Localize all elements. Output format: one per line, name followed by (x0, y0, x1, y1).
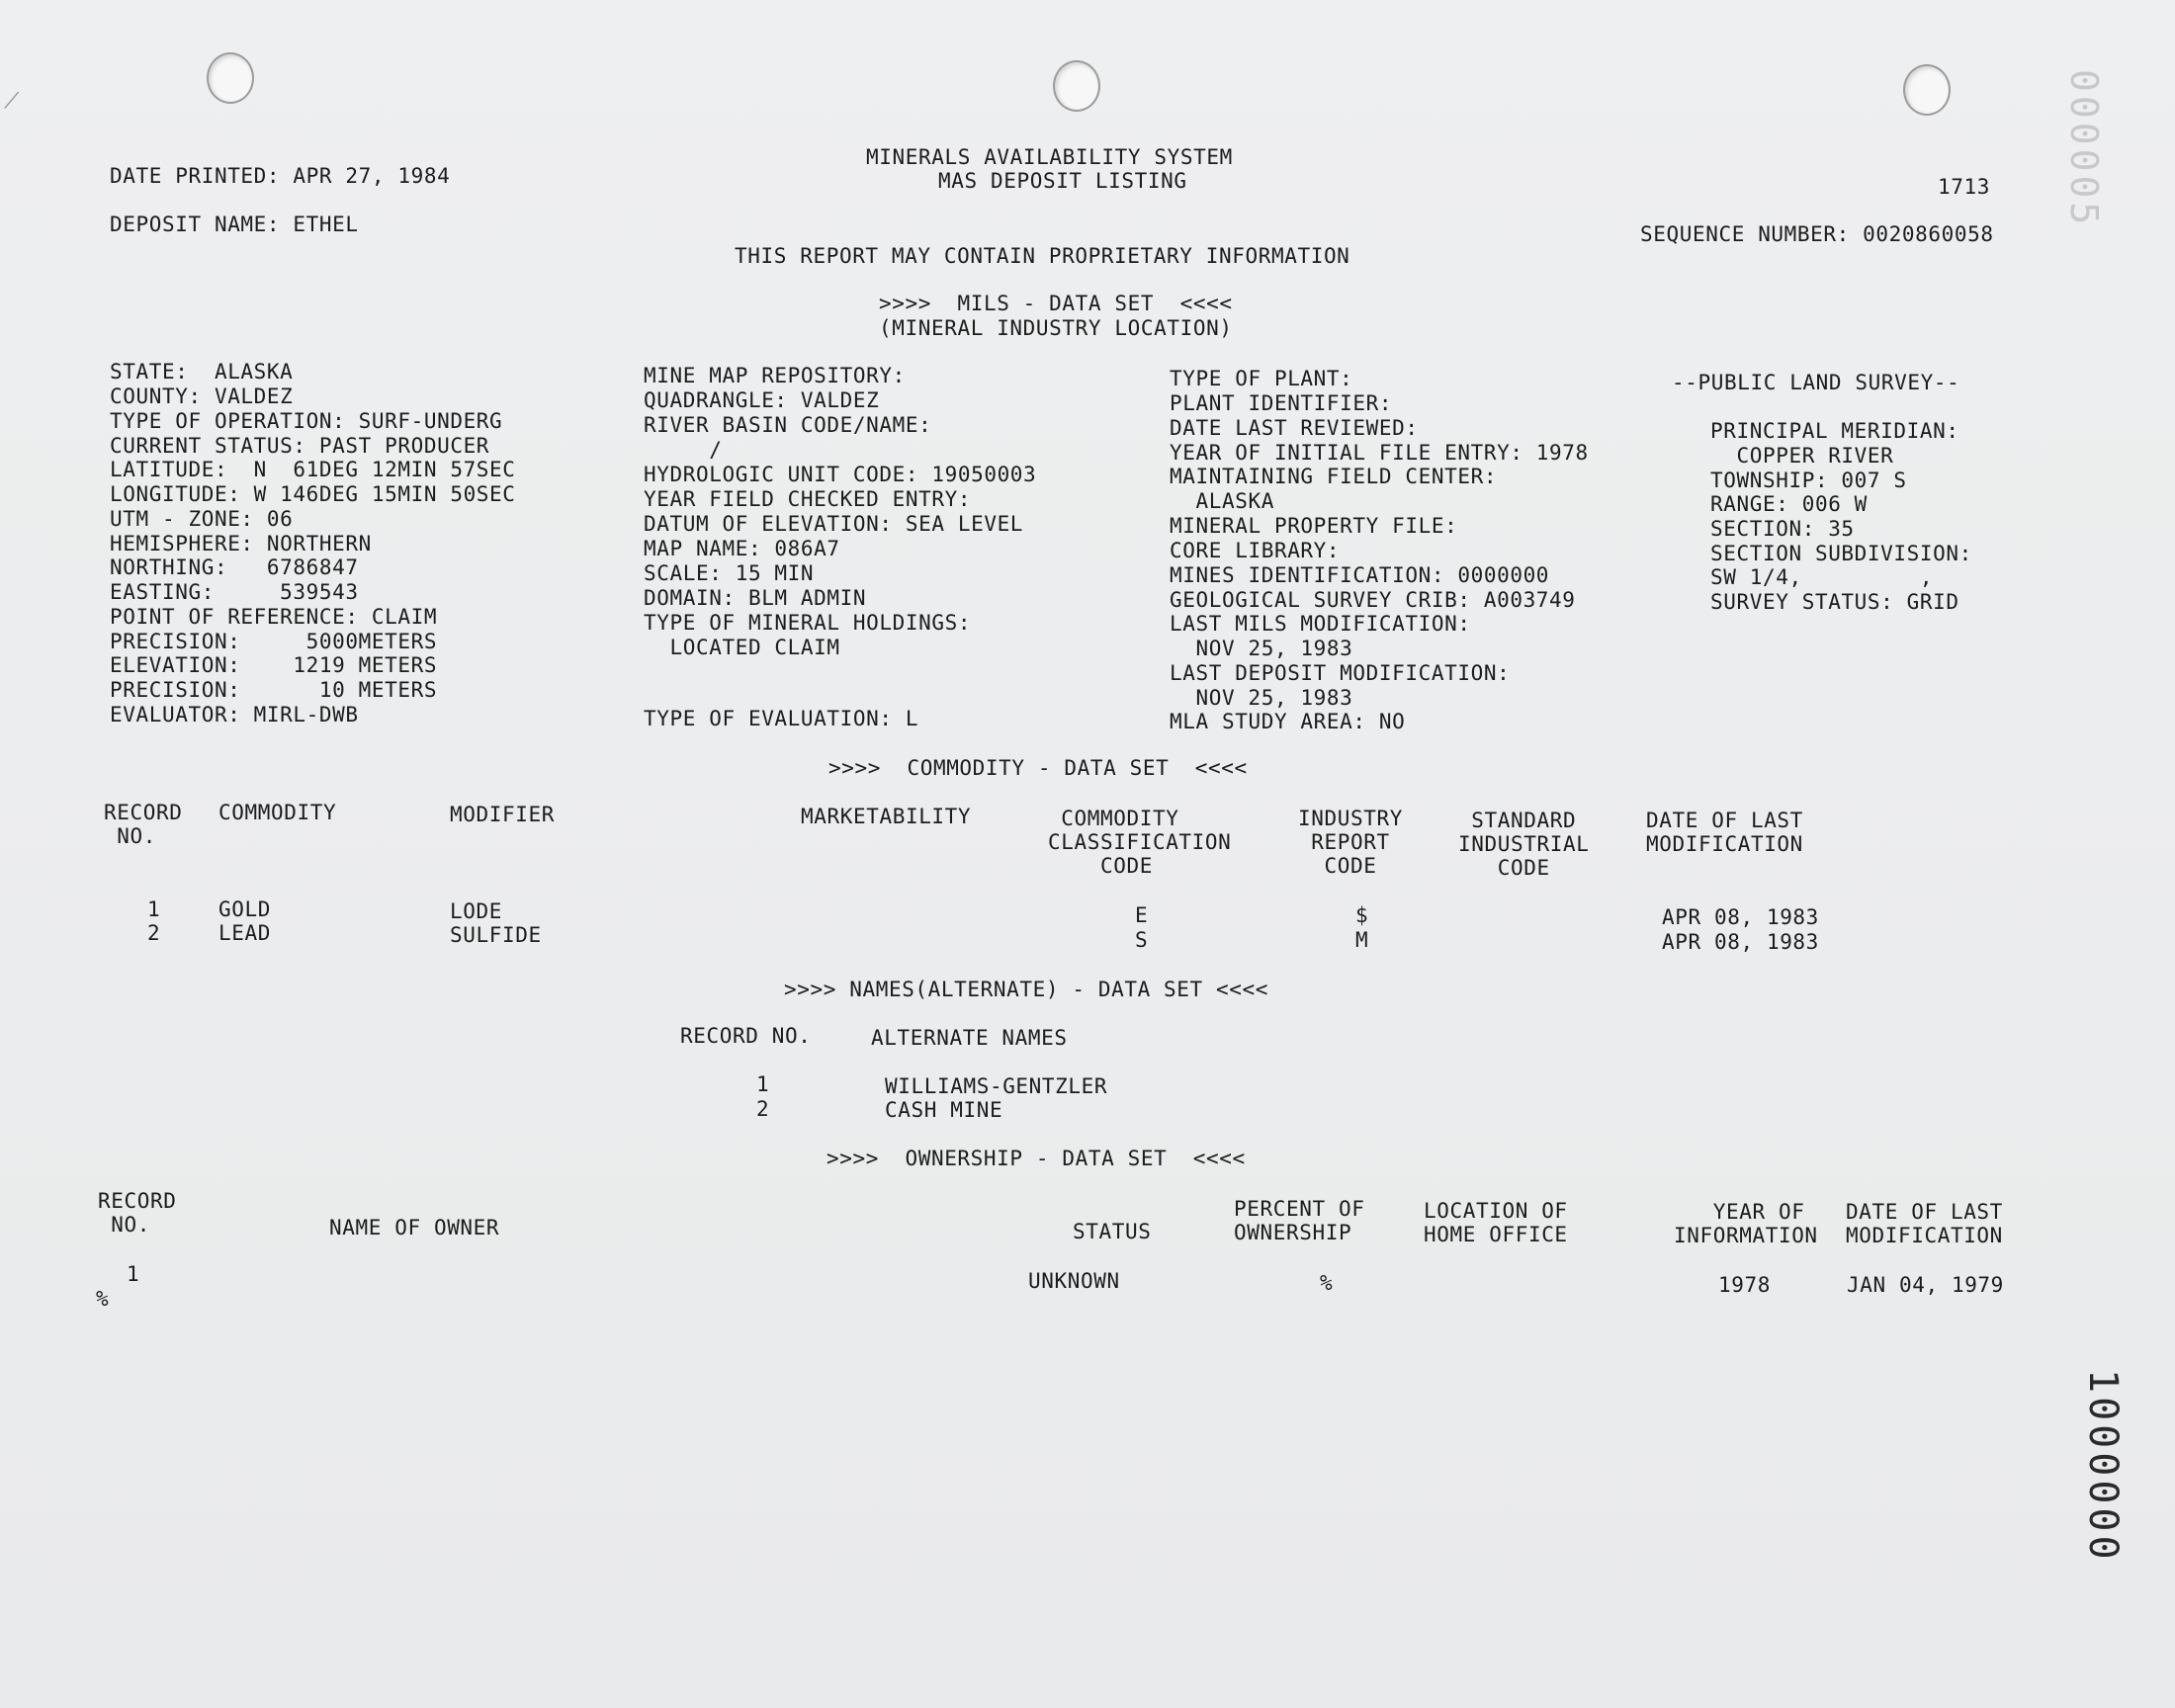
report-listing-title: MAS DEPOSIT LISTING (938, 169, 1187, 193)
survey-field: PRINCIPAL MERIDIAN: (1710, 419, 1959, 443)
alternate-name: WILLIAMS-GENTZLER (885, 1074, 1108, 1098)
survey-field: RANGE: 006 W (1710, 492, 1868, 516)
col-header-standard-industrial-code: STANDARD INDUSTRIAL CODE (1458, 809, 1590, 880)
punch-hole-center (1053, 60, 1100, 112)
industry-report-code: M (1355, 928, 1369, 952)
report-system-title: MINERALS AVAILABILITY SYSTEM (866, 145, 1233, 169)
mils-field: SCALE: 15 MIN (644, 561, 815, 585)
mils-field: NORTHING: 6786847 (110, 555, 359, 579)
mils-field: CURRENT STATUS: PAST PRODUCER (110, 434, 490, 458)
punch-hole-left (207, 52, 254, 104)
mils-field: PLANT IDENTIFIER: (1170, 391, 1393, 415)
mils-section-title: >>>> MILS - DATA SET <<<< (879, 292, 1233, 315)
col-header-location-of-home-office: LOCATION OF HOME OFFICE (1424, 1199, 1568, 1246)
col-header-record-no: RECORD NO. (98, 1189, 177, 1237)
col-header-record-no: RECORD NO. (680, 1024, 812, 1048)
mils-field: DATUM OF ELEVATION: SEA LEVEL (644, 512, 1024, 536)
scan-mark: ⟋ (4, 89, 20, 114)
last-modification-date: APR 08, 1983 (1662, 905, 1819, 929)
survey-field: SECTION: 35 (1710, 517, 1855, 541)
mils-field: YEAR FIELD CHECKED ENTRY: (644, 487, 972, 511)
year-of-information: 1978 (1718, 1273, 1771, 1297)
col-header-modifier: MODIFIER (450, 803, 555, 826)
mils-field: LOCATED CLAIM (644, 636, 840, 659)
ownership-section-title: >>>> OWNERSHIP - DATA SET <<<< (826, 1147, 1246, 1170)
mils-field: CORE LIBRARY: (1170, 539, 1341, 562)
record-number: 1 (127, 1262, 140, 1286)
mils-field: PRECISION: 5000METERS (110, 630, 438, 653)
commodity-name: LEAD (218, 921, 271, 945)
date-printed: DATE PRINTED: APR 27, 1984 (110, 164, 451, 188)
record-number: 2 (756, 1097, 770, 1121)
mils-field: TYPE OF OPERATION: SURF-UNDERG (110, 409, 503, 433)
col-header-classification-code: COMMODITY CLASSIFICATION CODE (1048, 807, 1232, 878)
col-header-date-of-last-modification: DATE OF LAST MODIFICATION (1646, 809, 1803, 856)
col-header-date-of-last-modification: DATE OF LAST MODIFICATION (1846, 1200, 2003, 1247)
mils-section-subtitle: (MINERAL INDUSTRY LOCATION) (879, 316, 1233, 340)
mils-field: MAINTAINING FIELD CENTER: (1170, 465, 1498, 488)
classification-code: E (1135, 903, 1149, 927)
mils-field: POINT OF REFERENCE: CLAIM (110, 605, 438, 629)
mils-field: COUNTY: VALDEZ (110, 384, 294, 408)
page-stamp-bottom: 1000000 (2080, 1369, 2126, 1564)
page-stamp-top: 000005 (2062, 69, 2106, 229)
deposit-name: DEPOSIT NAME: ETHEL (110, 213, 359, 236)
mils-field: MLA STUDY AREA: NO (1170, 710, 1406, 733)
col-header-industry-report-code: INDUSTRY REPORT CODE (1298, 807, 1403, 878)
survey-field: SECTION SUBDIVISION: (1710, 542, 1972, 565)
col-header-year-of-information: YEAR OF INFORMATION (1674, 1200, 1818, 1247)
alternate-name: CASH MINE (885, 1098, 1003, 1122)
names-section-title: >>>> NAMES(ALTERNATE) - DATA SET <<<< (784, 978, 1268, 1001)
industry-report-code: $ (1355, 903, 1369, 927)
survey-field: SURVEY STATUS: GRID (1710, 590, 1959, 614)
percent-mark: % (96, 1287, 110, 1311)
sequence-number: SEQUENCE NUMBER: 0020860058 (1640, 222, 1994, 246)
percent-of-ownership: % (1320, 1271, 1334, 1295)
commodity-modifier: SULFIDE (450, 923, 542, 947)
survey-field: COPPER RIVER (1710, 444, 1894, 468)
type-of-evaluation: TYPE OF EVALUATION: L (644, 707, 919, 730)
mils-field: LONGITUDE: W 146DEG 15MIN 50SEC (110, 482, 516, 506)
mils-field: DOMAIN: BLM ADMIN (644, 586, 867, 610)
col-header-commodity: COMMODITY (218, 801, 337, 824)
page-number: 1713 (1938, 175, 1990, 199)
mils-field: EVALUATOR: MIRL-DWB (110, 703, 359, 726)
proprietary-notice: THIS REPORT MAY CONTAIN PROPRIETARY INFORMATION (735, 244, 1350, 268)
mils-field: ELEVATION: 1219 METERS (110, 653, 438, 677)
mils-field: MAP NAME: 086A7 (644, 537, 840, 560)
mils-field: RIVER BASIN CODE/NAME: (644, 413, 932, 437)
record-number: 1 (147, 897, 161, 921)
mils-field: EASTING: 539543 (110, 580, 359, 604)
mils-field: / (644, 438, 723, 462)
mils-field: LAST MILS MODIFICATION: (1170, 612, 1471, 636)
commodity-name: GOLD (218, 897, 271, 921)
mils-field: TYPE OF MINERAL HOLDINGS: (644, 611, 972, 635)
col-header-record-no: RECORD NO. (104, 801, 183, 848)
commodity-modifier: LODE (450, 899, 502, 923)
mils-field: STATE: ALASKA (110, 360, 294, 384)
col-header-name-of-owner: NAME OF OWNER (329, 1216, 500, 1239)
col-header-percent-of-ownership: PERCENT OF OWNERSHIP (1234, 1197, 1365, 1244)
mils-field: LATITUDE: N 61DEG 12MIN 57SEC (110, 458, 516, 481)
survey-field: TOWNSHIP: 007 S (1710, 469, 1907, 492)
mils-field: TYPE OF PLANT: (1170, 367, 1353, 390)
mils-field: MINERAL PROPERTY FILE: (1170, 514, 1458, 538)
mils-field: LAST DEPOSIT MODIFICATION: (1170, 661, 1511, 685)
mils-field: HEMISPHERE: NORTHERN (110, 532, 372, 555)
col-header-marketability: MARKETABILITY (801, 805, 972, 828)
survey-field: SW 1/4, , (1710, 565, 1934, 589)
mils-field: QUADRANGLE: VALDEZ (644, 388, 880, 412)
commodity-section-title: >>>> COMMODITY - DATA SET <<<< (828, 756, 1248, 780)
mils-field: ALASKA (1170, 489, 1274, 513)
mils-field: GEOLOGICAL SURVEY CRIB: A003749 (1170, 588, 1576, 612)
mils-field: HYDROLOGIC UNIT CODE: 19050003 (644, 463, 1037, 486)
classification-code: S (1135, 928, 1149, 952)
mils-field: DATE LAST REVIEWED: (1170, 416, 1419, 440)
last-modification-date: APR 08, 1983 (1662, 930, 1819, 954)
mils-field: UTM - ZONE: 06 (110, 507, 294, 531)
mils-field: MINE MAP REPOSITORY: (644, 364, 906, 387)
col-header-alternate-names: ALTERNATE NAMES (871, 1026, 1068, 1050)
col-header-status: STATUS (1073, 1220, 1152, 1243)
ownership-status: UNKNOWN (1028, 1269, 1120, 1293)
record-number: 2 (147, 921, 161, 945)
record-number: 1 (756, 1072, 770, 1096)
mils-field: NOV 25, 1983 (1170, 686, 1353, 710)
mils-field: NOV 25, 1983 (1170, 637, 1353, 660)
mils-field: PRECISION: 10 METERS (110, 678, 438, 702)
mils-field: MINES IDENTIFICATION: 0000000 (1170, 563, 1550, 587)
punch-hole-right (1903, 64, 1951, 116)
public-land-survey-title: --PUBLIC LAND SURVEY-- (1672, 371, 1960, 394)
mils-field: YEAR OF INITIAL FILE ENTRY: 1978 (1170, 441, 1589, 465)
last-modification-date: JAN 04, 1979 (1847, 1273, 2004, 1297)
